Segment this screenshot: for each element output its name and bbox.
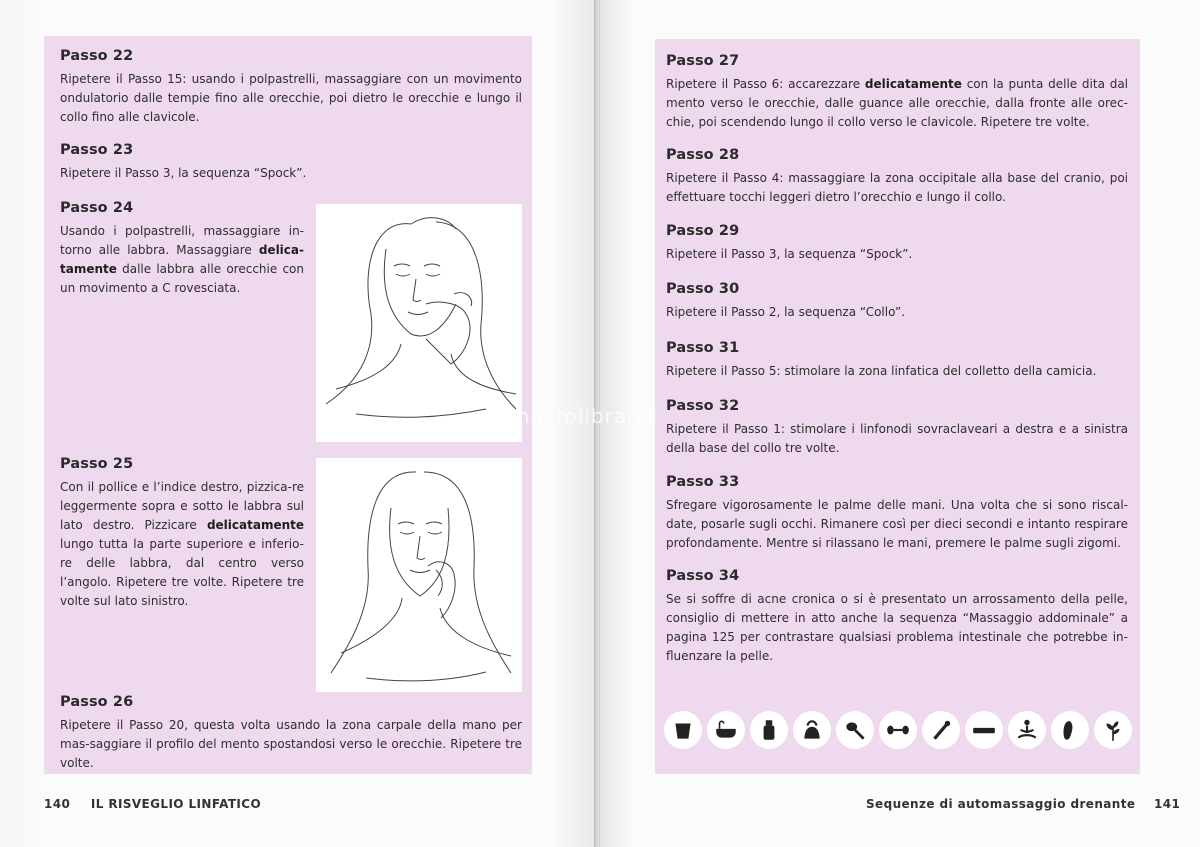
step-text: Ripetere il Passo 2, la sequenza “Collo”. [666,305,906,319]
meditation-icon [1008,711,1046,749]
step-title: Passo 29 [666,223,740,239]
left-pink-panel [44,36,532,774]
step-31 [666,340,1128,381]
step-26 [60,694,522,773]
step-title: Passo 28 [666,147,740,163]
step-32 [666,398,1128,458]
step-28 [666,147,1128,207]
step-text: Se si soffre di acne cronica o si è presentato un arrossamento della pelle, consiglio di mettere in atto anche la sequenza “Massaggio addominale” a pagina 125 per contrastare qualsiasi problema intestinale che potrebbe in-fluenzare la pelle. [666,592,1128,663]
step-title: Passo 33 [666,474,740,490]
step-title: Passo 23 [60,142,134,158]
brush-icon [836,711,874,749]
kettlebell-icon [793,711,831,749]
step-text: Con il pollice e l’indice destro, pizzica-re leggermente sopra e sotto le labbra sul lato destro. Pizzicare delicatamente lungo tutta la parte superiore e inferio-re delle labbra, dal centro verso l’angolo. Ripetere tre volte. Ripetere tre volte sul lato sinistro. [60,480,304,608]
step-title: Passo 32 [666,398,740,414]
step-text: Ripetere il Passo 1: stimolare i linfonodi sovraclaveari a destra e a sinistra della base del collo tre volte. [666,422,1128,455]
step-34 [666,568,1128,666]
step-22 [60,48,522,127]
watermark-logo: macrolibrarsi [510,404,655,428]
running-title: IL RISVEGLIO LINFATICO [90,797,262,811]
step-title: Passo 22 [60,48,134,64]
face-drawing [316,458,522,692]
page-number: 141 [1153,797,1181,811]
mat-icon [965,711,1003,749]
bathtub-icon [707,711,745,749]
step-30 [666,281,1128,322]
plant-icon [1094,711,1132,749]
step-title: Passo 31 [666,340,740,356]
step-text: Ripetere il Passo 3, la sequenza “Spock”. [60,166,307,180]
bottle-icon [750,711,788,749]
illustration-lip-pinch [316,458,522,692]
step-33 [666,474,1128,553]
step-text: Ripetere il Passo 4: massaggiare la zona occipitale alla base del cranio, poi effettuare tocchi leggeri dietro l’orecchio e lungo il collo. [666,171,1128,204]
equipment-icon-row [664,711,1134,755]
cup-icon [664,711,702,749]
illustration-lip-massage [316,204,522,442]
step-29 [666,223,1128,264]
step-text: Ripetere il Passo 3, la sequenza “Spock”. [666,247,913,261]
step-text: Usando i polpastrelli, massaggiare in-torno alle labbra. Massaggiare delica-tamente dalle labbra alle orecchie con un movimento a C rovesciata. [60,224,304,295]
step-text: Ripetere il Passo 20, questa volta usando la zona carpale della mano per mas-saggiare il profilo del mento spostandosi verso le orecchie. Ripetere tre volte. [60,718,522,770]
tool-icon [922,711,960,749]
step-27 [666,53,1128,132]
step-text: Ripetere il Passo 15: usando i polpastrelli, massaggiare con un movimento ondulatorio dalle tempie fino alle orecchie, poi dietro le orecchie e lungo il collo fino alle clavicole. [60,72,522,124]
step-title: Passo 24 [60,200,134,216]
right-footer [866,797,1180,811]
step-title: Passo 25 [60,456,134,472]
step-title: Passo 34 [666,568,740,584]
step-title: Passo 30 [666,281,740,297]
step-24 [60,200,304,298]
face-drawing [316,204,522,442]
running-title: Sequenze di automassaggio drenante [866,797,1136,811]
step-title: Passo 26 [60,694,134,710]
step-23 [60,142,522,183]
step-text: Ripetere il Passo 6: accarezzare delicatamente con la punta delle dita dal mento verso le orecchie, dalle guance alle orecchie, dalla fronte alle orec-chie, poi scendendo lungo il collo verso le clavicole. Ripetere tre volte. [666,77,1129,129]
left-footer [44,797,261,811]
step-title: Passo 27 [666,53,740,69]
step-text: Ripetere il Passo 5: stimolare la zona linfatica del colletto della camicia. [666,364,1097,378]
roller-icon [879,711,917,749]
right-page [600,0,1200,847]
right-pink-panel [655,39,1140,774]
step-text: Sfregare vigorosamente le palme delle mani. Una volta che si sono riscal-date, posarle sugli occhi. Rimanere così per dieci secondi e intanto respirare profondamente. Mentre si rilassano le mani, premere le palme sugli zigomi. [666,498,1128,550]
watermark [510,404,654,428]
page-number: 140 [44,797,71,811]
step-25 [60,456,304,611]
left-page [0,0,596,847]
foot-icon [1051,711,1089,749]
